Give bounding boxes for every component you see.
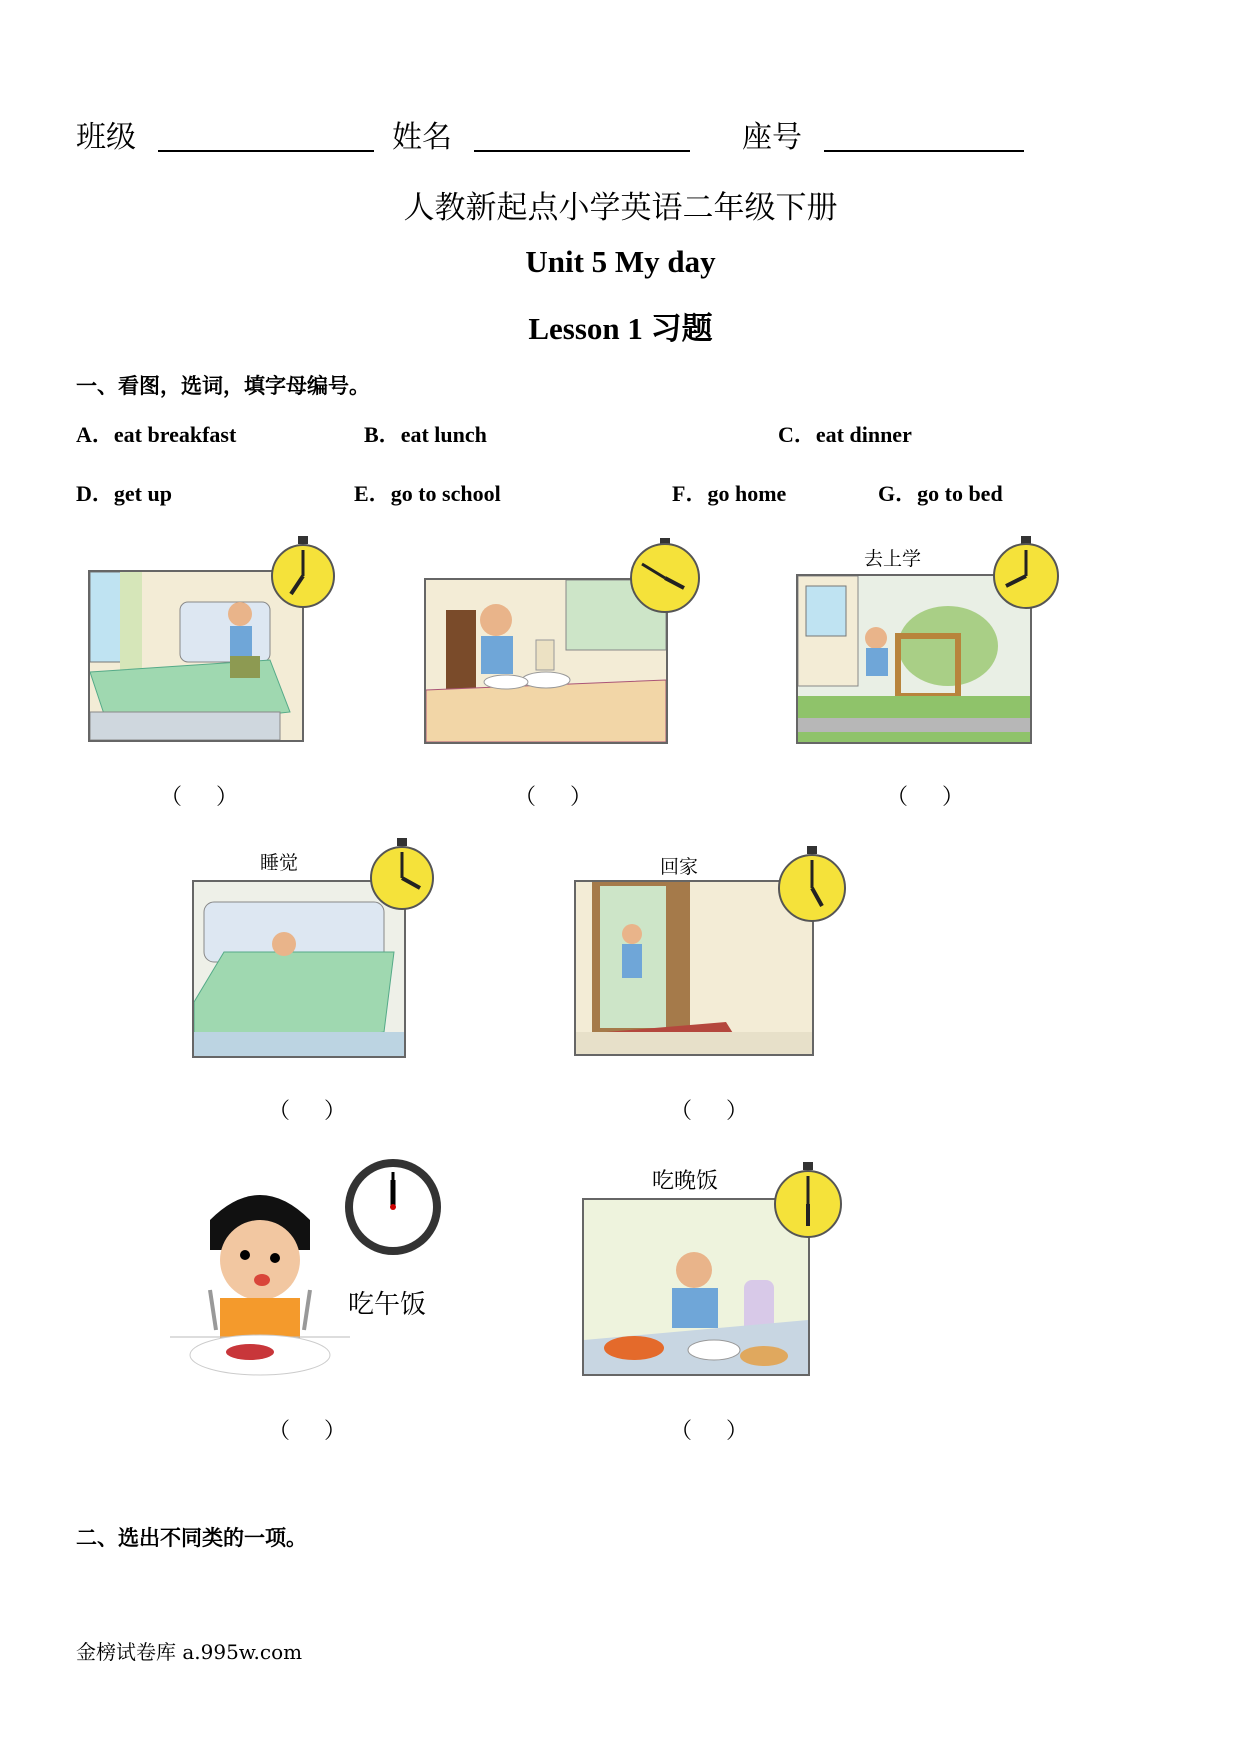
- picture-lunch: [170, 1180, 350, 1380]
- answer-5[interactable]: （ ）: [670, 1098, 749, 1123]
- lunch-boy-illustration: [170, 1180, 350, 1380]
- option-e: E．go to school: [354, 481, 501, 506]
- clock-icon: [270, 536, 336, 612]
- book-title: 人教新起点小学英语二年级下册: [403, 190, 838, 226]
- option-f: F．go home: [672, 481, 787, 506]
- answer-7[interactable]: （ ）: [670, 1418, 749, 1443]
- class-blank[interactable]: [158, 150, 374, 152]
- seat-label: 座号: [742, 120, 802, 155]
- answer-3[interactable]: （ ）: [886, 784, 965, 809]
- caption-dinner: 吃晚饭: [652, 1169, 719, 1194]
- answer-1[interactable]: （ ）: [160, 784, 239, 809]
- name-label: 姓名: [392, 120, 452, 155]
- answer-4[interactable]: （ ）: [268, 1098, 347, 1123]
- lesson-title: Lesson 1 习题: [528, 311, 713, 346]
- option-d: D．get up: [76, 481, 172, 506]
- caption-home: 回家: [660, 856, 699, 878]
- clock-icon: [776, 846, 848, 926]
- answer-6[interactable]: （ ）: [268, 1418, 347, 1443]
- section1-heading: 一、看图，选词，填字母编号。: [76, 373, 370, 398]
- option-g: G．go to bed: [878, 481, 1003, 506]
- option-a: A．eat breakfast: [76, 422, 237, 447]
- caption-school: 去上学: [864, 548, 922, 570]
- seat-blank[interactable]: [824, 150, 1024, 152]
- section2-heading: 二、选出不同类的一项。: [76, 1525, 307, 1550]
- caption-lunch: 吃午饭: [348, 1290, 427, 1320]
- clock-icon: [624, 538, 706, 614]
- caption-sleep: 睡觉: [260, 852, 299, 874]
- option-c: C．eat dinner: [778, 422, 912, 447]
- clock-icon: [772, 1162, 844, 1242]
- clock-icon: [990, 536, 1062, 612]
- option-b: B．eat lunch: [364, 422, 487, 447]
- footer-watermark: 金榜试卷库 a.995w.com: [76, 1640, 303, 1664]
- clock-icon: [368, 838, 436, 914]
- analog-clock-icon: [342, 1156, 444, 1258]
- answer-2[interactable]: （ ）: [514, 784, 593, 809]
- unit-title: Unit 5 My day: [525, 244, 716, 279]
- class-label: 班级: [76, 120, 136, 155]
- name-blank[interactable]: [474, 150, 690, 152]
